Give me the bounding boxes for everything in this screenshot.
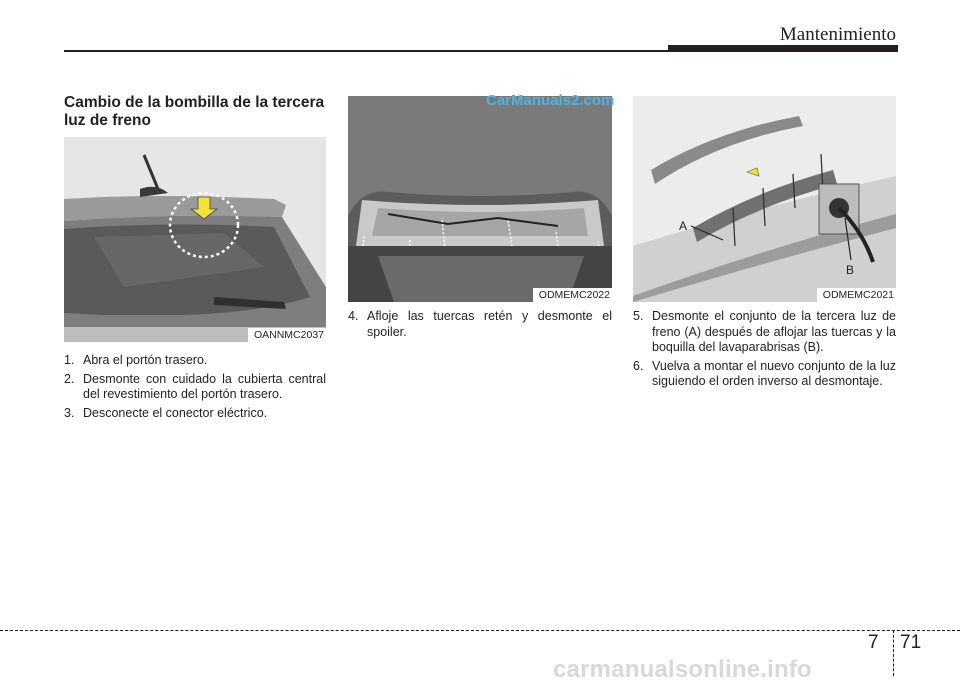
chapter-number: 7 [868,632,879,653]
header-rule-thick [668,45,898,52]
tailgate-illustration [348,96,612,302]
figure-label: ODMEMC2022 [533,288,612,302]
running-header: Mantenimiento [779,24,896,45]
brake-light-illustration [633,96,896,302]
rear-window-illustration [64,137,326,342]
step-item: 2. Desmonte con cuidado la cubierta central del revestimiento del portón trasero. [64,371,326,401]
callout-a: A [679,219,688,233]
watermark-text: CarManuals2.com [486,92,615,109]
step-item: 4. Afloje las tuercas retén y desmonte el spoiler. [348,309,612,339]
step-item: 6. Vuelva a montar el nuevo conjunto de la luz siguiendo el orden inverso al desmontaje. [633,358,896,388]
figure-brake-light-assembly [633,96,896,302]
steps-column-3 [633,309,896,393]
figure-label: ODMEMC2021 [817,288,896,302]
section-heading: Cambio de la bombilla de la tercera luz de freno [64,94,325,129]
figure-open-tailgate [348,96,612,302]
steps-column-2 [348,309,612,343]
step-item: 3. Desconecte el conector eléctrico. [64,405,268,420]
footer-divider [893,630,894,676]
step-item: 5. Desmonte el conjunto de la tercera luz de freno (A) después de aflojar las tuercas y la boquilla del lavaparabrisas (B). [633,309,896,354]
step-item: 1. Abra el portón trasero. [64,353,208,367]
page-number: 71 [900,632,922,653]
figure-rear-window [64,137,326,342]
footer-rule [0,630,960,631]
figure-label: OANNMC2037 [248,328,326,342]
callout-b: B [846,263,855,277]
steps-column-1 [64,353,326,424]
footer-watermark: carmanualsonline.info [553,656,812,683]
